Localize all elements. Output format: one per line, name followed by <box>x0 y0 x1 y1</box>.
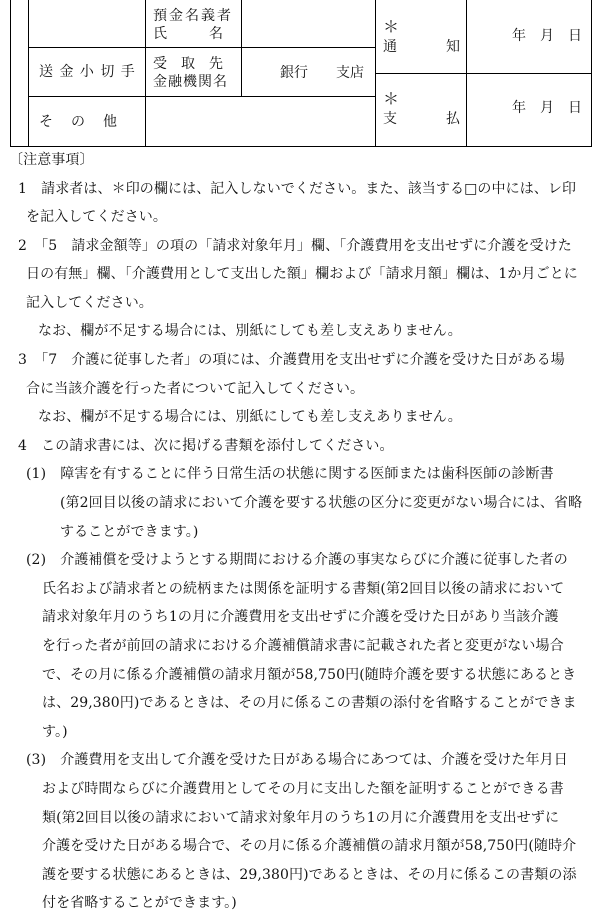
note-line: および時間ならびに介護費用としてその月に支出した額を証明することができる書 <box>42 781 564 797</box>
note-line: 記入してください。 <box>26 295 153 311</box>
note-line: で、その月に係る介護補償の請求月額が58,750円(随時介護を要する状態にあるとき <box>42 667 577 683</box>
notice-label: 知 <box>446 39 460 55</box>
other-label: そ の 他 <box>39 114 119 130</box>
recipient-bank-label: 金融機関名 <box>153 74 228 90</box>
notice-label: 通 <box>383 39 397 55</box>
note-line: なお、欄が不足する場合には、別紙にしても差し支えありません。 <box>38 409 462 425</box>
note-line: 2 「5 請求金額等」の項の「請求対象年月」欄、「介護費用を支出せずに介護を受けた <box>18 238 572 254</box>
note-line: す。) <box>42 724 68 740</box>
note-line: することができます。) <box>60 524 199 540</box>
note-line: 介護を受けた日がある場合で、その月に係る介護補償の請求月額が58,750円(随時介 <box>42 838 577 854</box>
payment-label: 払 <box>446 111 460 127</box>
table-divider <box>241 0 242 96</box>
table-row-line <box>375 73 592 74</box>
note-line: 3 「7 介護に従事した者」の項には、介護費用を支出せずに介護を受けた日がある場 <box>18 352 565 368</box>
notes-heading: 〔注意事項〕 <box>9 152 94 168</box>
table-divider <box>145 0 146 146</box>
payment-asterisk: ＊ <box>383 89 400 108</box>
note-line: 付を省略することができます。) <box>42 895 237 911</box>
payment-label: 支 <box>383 111 397 127</box>
note-line: (3) 介護費用を支出して介護を受けた日がある場合にあつては、介護を受けた年月日 <box>26 752 568 768</box>
table-border-left <box>10 0 11 146</box>
note-line: は、29,380円)であるときは、その月に係るこの書類の添付を省略することができま <box>42 695 577 711</box>
note-line: なお、欄が不足する場合には、別紙にしても差し支えありません。 <box>38 323 462 339</box>
note-line: (2) 介護補償を受けようとする期間における介護の事実ならびに介護に従事した者の <box>26 552 568 568</box>
account-holder-label: 預金名義者 <box>153 8 233 24</box>
note-line: 類(第2回目以後の請求において請求対象年月のうち1の月に介護費用を支出せずに <box>42 810 560 826</box>
note-line: 1 請求者は、＊印の欄には、記入しないでください。また、該当する□の中には、レ印 <box>18 181 577 197</box>
remittance-check-label: 送 金 小 切 手 <box>39 64 136 80</box>
bank-branch-field: 銀行 支店 <box>280 65 364 81</box>
notice-asterisk: ＊ <box>383 17 400 36</box>
note-line: (第2回目以後の請求において介護を要する状態の区分に変更がない場合には、省略 <box>60 495 583 511</box>
recipient-bank-label: 受 取 先 <box>153 56 223 72</box>
note-line: 合に当該介護を行った者について記入してください。 <box>26 381 365 397</box>
note-line: 4 この請求書には、次に掲げる書類を添付してください。 <box>18 438 394 454</box>
table-row-line <box>28 96 375 97</box>
notice-date-field: 年 月 日 <box>512 28 582 44</box>
note-line: を記入してください。 <box>26 209 167 225</box>
table-row-line <box>28 47 375 48</box>
note-line: (1) 障害を有することに伴う日常生活の状態に関する医師または歯科医師の診断書 <box>26 466 554 482</box>
table-border-bottom <box>10 146 592 147</box>
table-divider <box>28 0 29 146</box>
note-line: 請求対象年月のうち1の月に介護費用を支出せずに介護を受けた日があり当該介護 <box>42 609 559 625</box>
note-line: を行った者が前回の請求における介護補償請求書に記載された者と変更がない場合 <box>42 638 564 654</box>
payment-date-field: 年 月 日 <box>512 100 582 116</box>
note-line: 日の有無」欄、「介護費用として支出した額」欄および「請求月額」欄は、1か月ごとに <box>26 266 578 282</box>
note-line: 護を要する状態にあるときは、29,380円)であるときは、その月に係るこの書類の添 <box>42 867 577 883</box>
note-line: 氏名および請求者との続柄または関係を証明する書類(第2回目以後の請求において <box>42 581 565 597</box>
account-holder-label: 氏 名 <box>153 26 223 42</box>
